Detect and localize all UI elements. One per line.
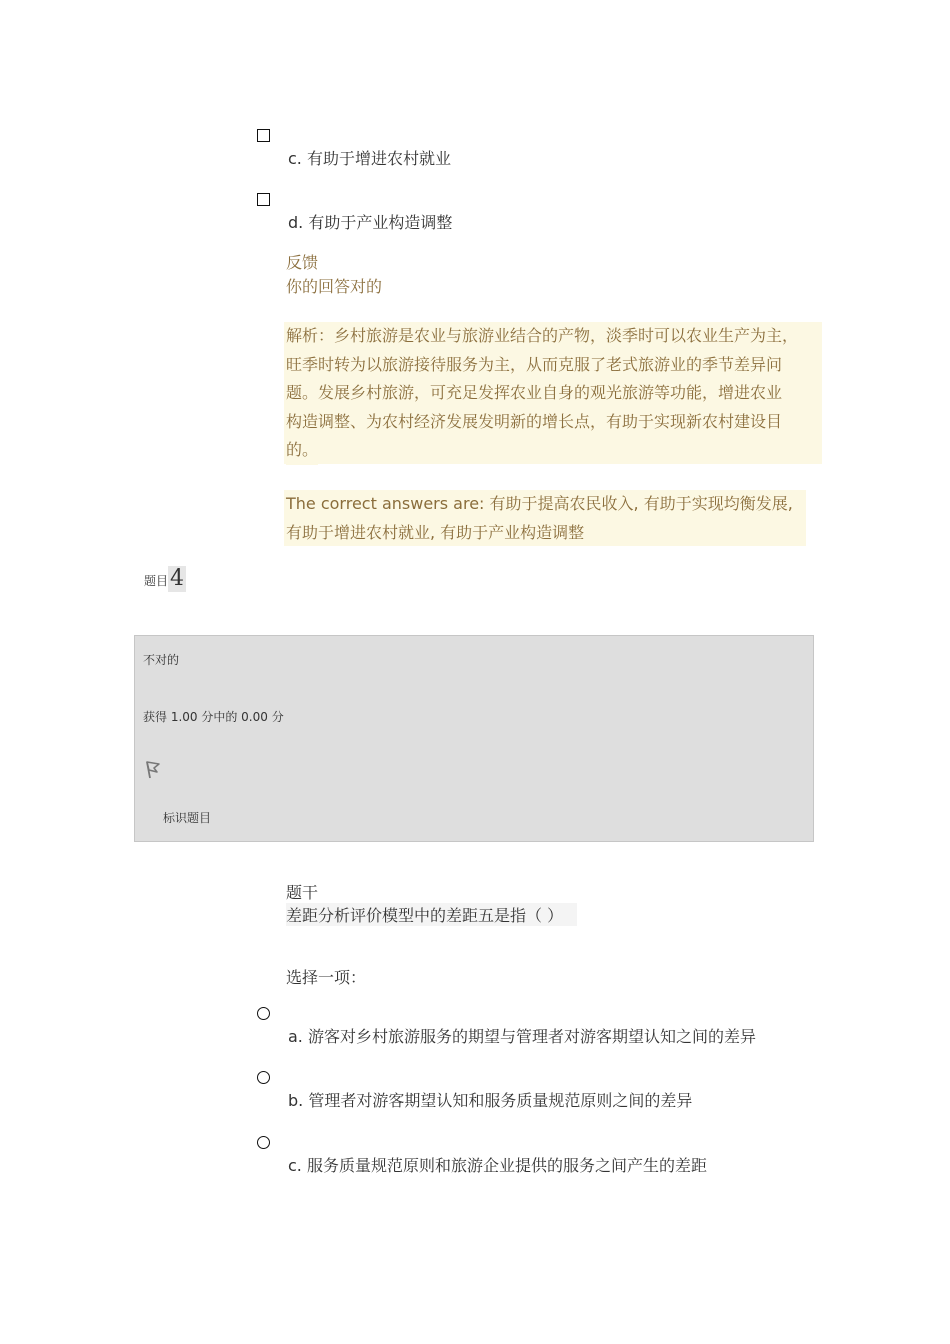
question-number: 4 xyxy=(170,566,185,591)
option-c-label: c. 有助于增进农村就业 xyxy=(288,149,451,168)
flag-icon[interactable] xyxy=(144,760,162,780)
stem-text: 差距分析评价模型中的差距五是指（ ） xyxy=(286,903,577,926)
option-c-label: c. 服务质量规范原则和旅游企业提供的服务之间产生的差距 xyxy=(288,1156,707,1175)
question-number-heading xyxy=(144,566,186,592)
question-info-box xyxy=(134,635,814,842)
option-d-checkbox[interactable] xyxy=(257,193,270,206)
analysis-line: 解析：乡村旅游是农业与旅游业结合的产物，淡季时可以农业生产为主， xyxy=(286,326,799,345)
question-label: 题目 xyxy=(144,574,169,588)
feedback-result: 你的回答对的 xyxy=(286,277,383,296)
answer-prompt: 选择一项： xyxy=(286,968,367,987)
analysis-line: 旺季时转为以旅游接待服务为主，从而克服了老式旅游业的季节差异问 xyxy=(286,354,783,374)
analysis-line: 构造调整、为农村经济发展发明新的增长点，有助于实现新农村建设目 xyxy=(286,411,783,431)
option-a-radio[interactable] xyxy=(257,1007,270,1020)
option-b-label: b. 管理者对游客期望认知和服务质量规范原则之间的差异 xyxy=(288,1091,693,1110)
answer-line: The correct answers are: 有助于提高农民收入, 有助于实现均衡发展, xyxy=(286,494,793,513)
option-a-label: a. 游客对乡村旅游服务的期望与管理者对游客期望认知之间的差异 xyxy=(288,1027,756,1046)
feedback-heading: 反馈 xyxy=(286,253,319,272)
feedback-correct-answers xyxy=(284,490,806,546)
stem-heading: 题干 xyxy=(286,883,319,902)
option-b-radio[interactable] xyxy=(257,1071,270,1084)
analysis-line: 题。发展乡村旅游，可充足发挥农业自身的观光旅游等功能，增进农业 xyxy=(286,383,783,402)
answer-line: 有助于增进农村就业, 有助于产业构造调整 xyxy=(286,522,585,542)
question-grade: 获得 1.00 分中的 0.00 分 xyxy=(143,710,284,724)
flag-question-link[interactable]: 标识题目 xyxy=(163,811,212,825)
question-status: 不对的 xyxy=(143,653,180,667)
analysis-line: 的。 xyxy=(286,436,318,465)
option-d-label: d. 有助于产业构造调整 xyxy=(288,213,453,232)
option-c-checkbox[interactable] xyxy=(257,129,270,142)
option-c-radio[interactable] xyxy=(257,1136,270,1149)
feedback-analysis xyxy=(284,322,822,464)
